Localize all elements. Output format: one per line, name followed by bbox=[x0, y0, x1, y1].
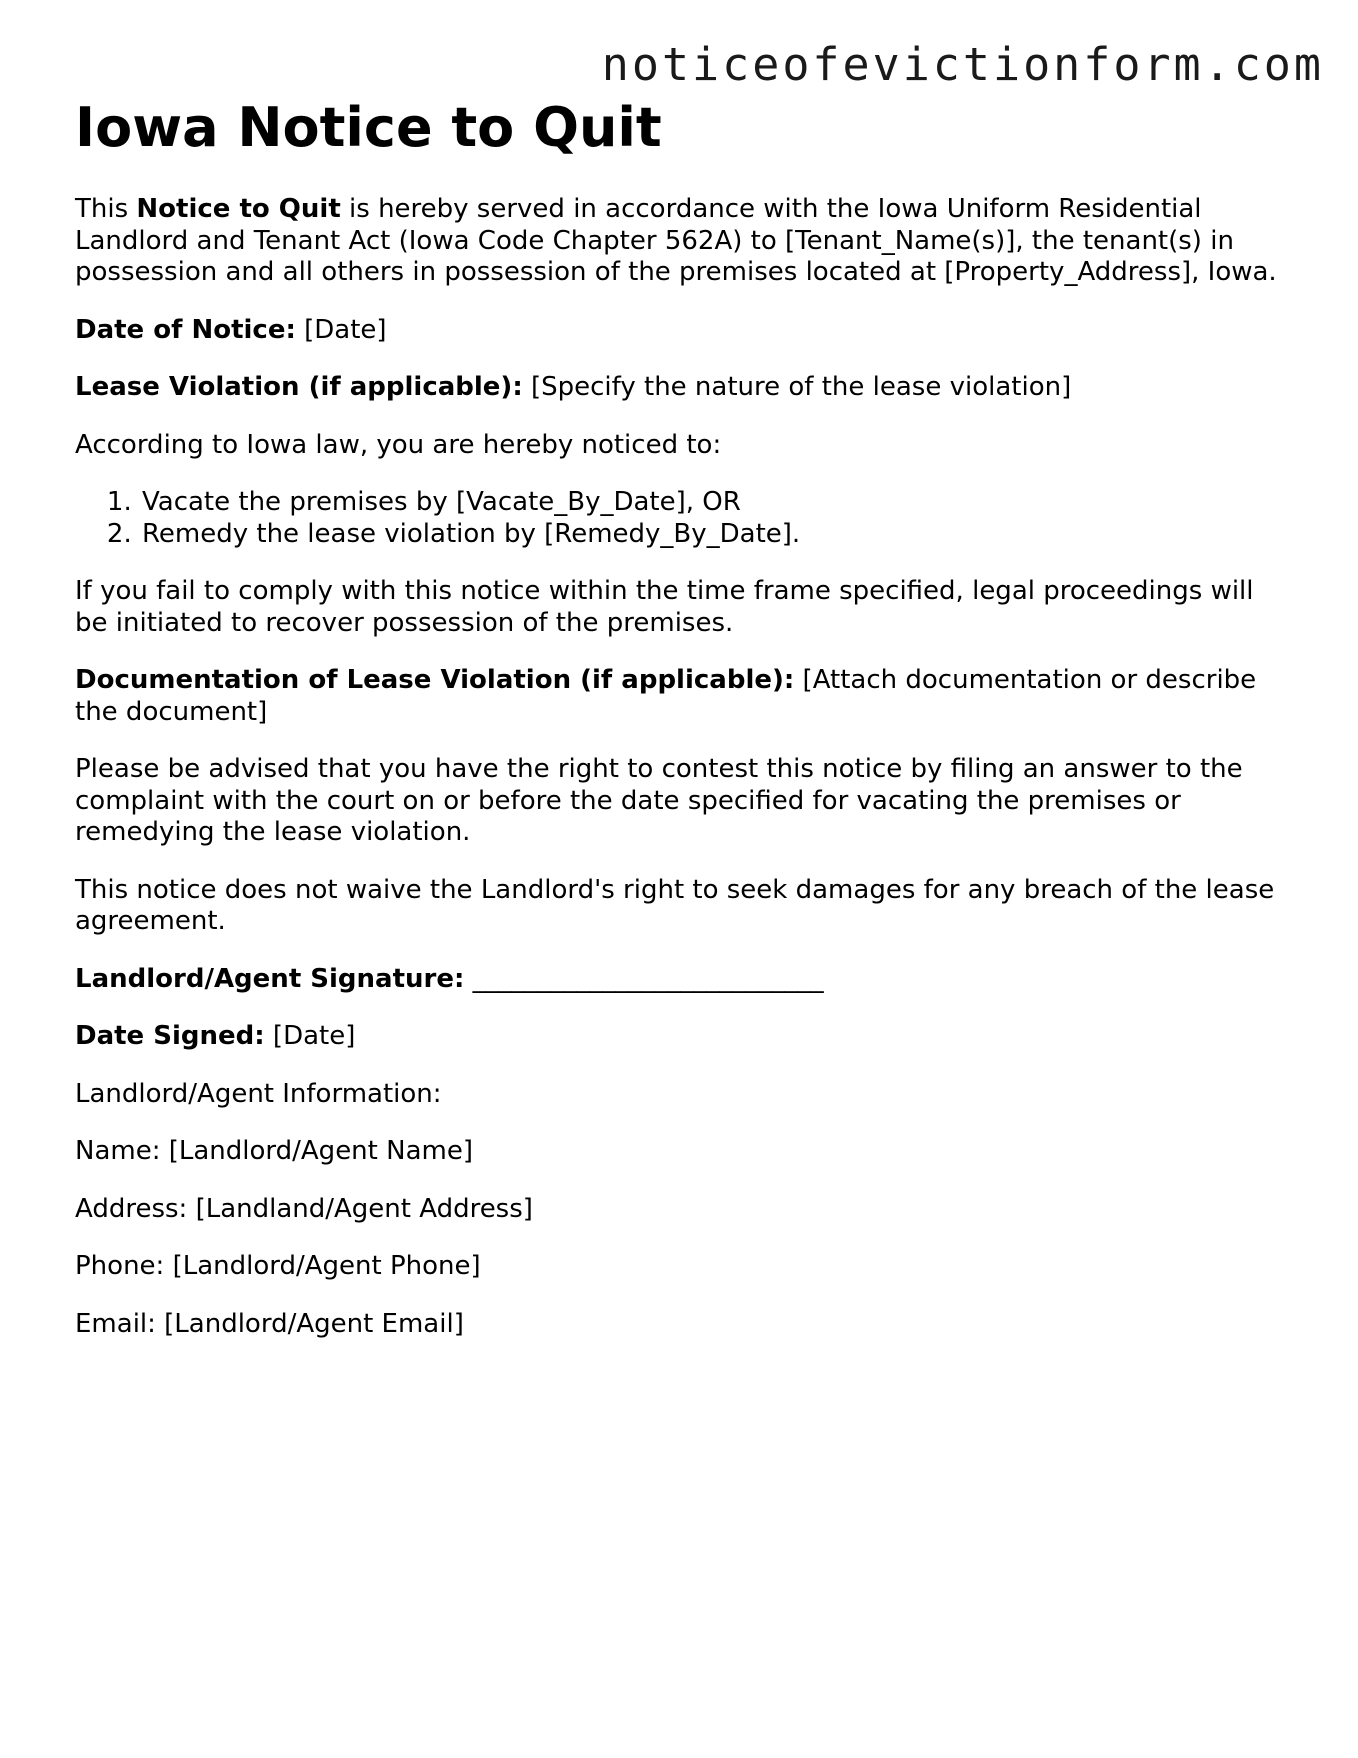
date-signed-value: [Date] bbox=[264, 1021, 356, 1051]
landlord-address: Address: [Landland/Agent Address] bbox=[75, 1193, 533, 1224]
landlord-email: Email: [Landlord/Agent Email] bbox=[75, 1308, 464, 1339]
options-list bbox=[75, 487, 1285, 550]
documentation-value: [Attach documentation or describe the document] bbox=[75, 665, 1257, 727]
list-item: 2. Remedy the lease violation by [Remedy_By_Date]. bbox=[140, 519, 1285, 551]
documentation bbox=[75, 665, 1285, 728]
intro-paragraph bbox=[75, 194, 1285, 289]
intro-rest: is hereby served in accordance with the Iowa Uniform Residential Landlord and Tenant Act (Iowa Code Chapter 562A) to [Tenant_Name(s)], the tenant(s) in possession and all others in possession of the premises located at [Property_Address], Iowa. bbox=[75, 194, 1277, 287]
date-of-notice-label: Date of Notice: bbox=[75, 314, 296, 345]
intro-bold: Notice to Quit bbox=[136, 194, 341, 224]
date-of-notice bbox=[75, 315, 1285, 347]
documentation-label: Documentation of Lease Violation (if applicable): bbox=[75, 665, 795, 695]
site-watermark: noticeofevictionform.com bbox=[601, 38, 1324, 91]
waiver-paragraph: This notice does not waive the Landlord's right to seek damages for any breach of the lease agreement. bbox=[75, 874, 1275, 936]
list-item: 1. Vacate the premises by [Vacate_By_Date], OR bbox=[140, 487, 1285, 519]
landlord-info-heading: Landlord/Agent Information: bbox=[75, 1078, 442, 1109]
lease-violation bbox=[75, 372, 1285, 404]
signature-blank: ___________________________ bbox=[464, 963, 824, 994]
signature-line bbox=[75, 964, 1285, 996]
contest-paragraph: Please be advised that you have the right to contest this notice by filing an answer to the complaint with the court on or before the date specified for vacating the premises or remedying the lease violation. bbox=[75, 754, 1243, 847]
lease-violation-label: Lease Violation (if applicable): bbox=[75, 372, 523, 402]
notice-intro: According to Iowa law, you are hereby noticed to: bbox=[75, 429, 722, 460]
date-of-notice-value: [Date] bbox=[295, 314, 387, 345]
failure-paragraph: If you fail to comply with this notice within the time frame specified, legal proceedings will be initiated to recover possession of the premises. bbox=[75, 576, 1254, 638]
page-title: Iowa Notice to Quit bbox=[75, 96, 662, 159]
signature-label: Landlord/Agent Signature: bbox=[75, 963, 465, 994]
date-signed-label: Date Signed: bbox=[75, 1021, 265, 1051]
landlord-phone: Phone: [Landlord/Agent Phone] bbox=[75, 1251, 481, 1281]
landlord-name: Name: [Landlord/Agent Name] bbox=[75, 1136, 473, 1166]
notice-document bbox=[75, 96, 1285, 1366]
intro-prefix: This bbox=[75, 194, 137, 224]
date-signed bbox=[75, 1021, 1285, 1053]
lease-violation-value: [Specify the nature of the lease violation] bbox=[522, 372, 1072, 402]
